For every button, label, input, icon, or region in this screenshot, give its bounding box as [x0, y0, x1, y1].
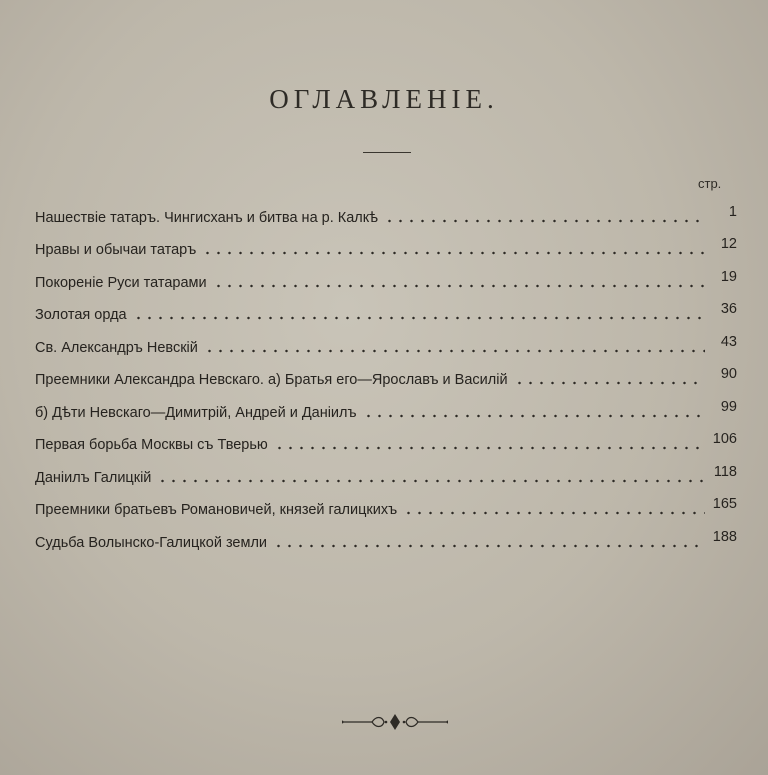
dot-leader [213, 284, 705, 288]
toc-entry-title: Золотая орда [35, 307, 127, 323]
toc-entry [35, 193, 737, 226]
toc-entry-page: 90 [720, 366, 737, 382]
fleuron-ornament-icon [342, 712, 448, 732]
toc-entry-title: Нашествіе татаръ. Чингисханъ и битва на р. Калкѣ [35, 209, 378, 226]
dot-leader [384, 219, 705, 223]
dot-leader [514, 381, 705, 385]
toc-entry [35, 453, 737, 486]
toc-entry-page: 99 [720, 398, 737, 415]
toc-entry [35, 291, 737, 324]
toc-entry [35, 323, 737, 356]
dot-leader [273, 544, 705, 548]
toc-entry-title: Покореніе Руси татарами [35, 274, 207, 291]
page-column-label: стр. [698, 176, 722, 191]
toc-entry [35, 226, 737, 259]
toc-entry-title: Первая борьба Москвы съ Тверью [35, 437, 268, 453]
toc-entry-page: 43 [720, 333, 737, 350]
toc-entry-title: Судьба Волынско-Галицкой земли [35, 534, 268, 551]
dot-leader [202, 251, 705, 255]
toc-entry-page: 165 [712, 496, 737, 512]
dot-leader [403, 511, 705, 515]
toc-entry-page: 1 [728, 203, 737, 220]
toc-entry-title: б) Дѣти Невскаго—Димитрій, Андрей и Даніилъ [35, 404, 357, 421]
toc-entry-title: Нравы и обычаи татаръ [35, 242, 197, 258]
toc-entry [35, 258, 737, 291]
toc-entry [35, 421, 737, 454]
toc-entry [35, 486, 737, 519]
title-divider [363, 152, 411, 153]
toc-entry-title: Преемники братьевъ Романовичей, князей галицкихъ [35, 502, 398, 518]
dot-leader [204, 349, 705, 353]
toc-entry-page: 106 [712, 431, 737, 447]
toc-entry-page: 118 [713, 463, 737, 480]
toc-entry-page: 12 [720, 236, 737, 252]
toc-entry-title: Св. Александръ Невскій [35, 339, 198, 356]
toc-entry [35, 356, 737, 389]
toc-entry-page: 19 [720, 268, 737, 285]
page-title: ОГЛАВЛЕНІЕ. [269, 84, 499, 114]
toc-entry [35, 388, 737, 421]
dot-leader [133, 316, 705, 320]
dot-leader [274, 446, 705, 450]
table-of-contents [35, 193, 737, 551]
toc-entry-page: 36 [720, 301, 737, 317]
dot-leader [363, 414, 705, 418]
toc-entry [35, 518, 737, 551]
toc-entry-title: Преемники Александра Невскаго. а) Братья его—Ярославъ и Василій [35, 372, 508, 388]
toc-entry-page: 188 [712, 528, 737, 545]
toc-entry-title: Даніилъ Галицкій [35, 469, 152, 486]
dot-leader [157, 479, 705, 483]
